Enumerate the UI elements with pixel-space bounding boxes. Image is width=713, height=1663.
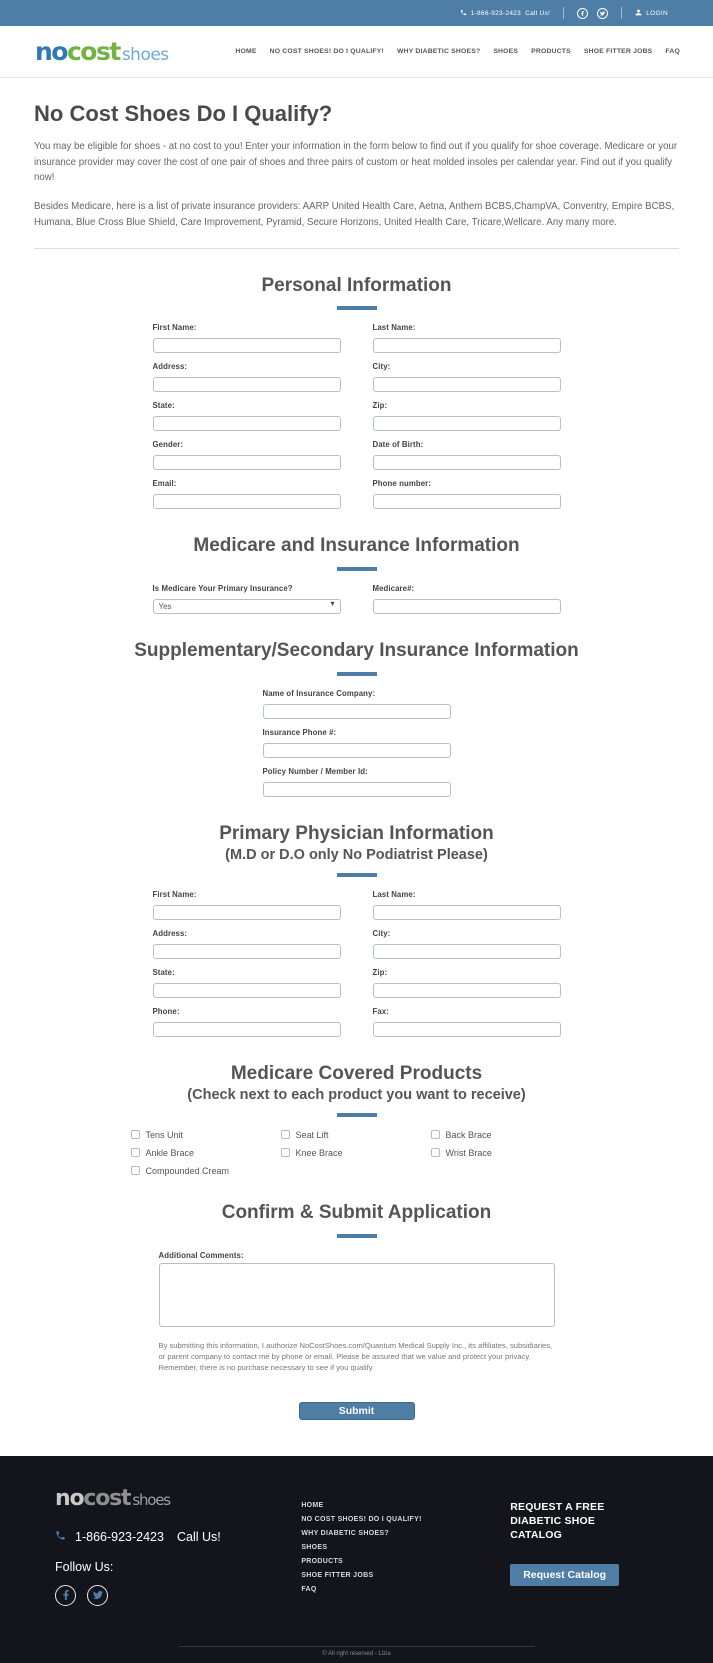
physician-first-name-input[interactable] [153,905,341,920]
site-header [0,26,713,78]
gender-input[interactable] [153,455,341,470]
last-name-input[interactable] [373,338,561,353]
footer-link-home[interactable]: HOME [301,1501,324,1509]
checkbox-tens-unit[interactable] [131,1130,281,1140]
field-first-name [153,323,341,353]
logo-part-shoes: shoes [121,45,169,65]
topbar-phone-number: 1-866-923-2423 [470,9,522,17]
checkbox-box[interactable] [431,1130,440,1139]
physician-info-subtitle: (M.D or D.O only No Podiatrist Please) [225,846,488,863]
zip-input[interactable] [373,416,561,431]
physician-info-title: Primary Physician Information [219,823,494,845]
checkbox-compounded-cream[interactable] [131,1166,281,1176]
footer-link-why-diabetic-shoes[interactable]: WHY DIABETIC SHOES? [301,1529,389,1537]
footer-catalog-column [510,1488,658,1606]
site-footer [0,1456,713,1663]
insurance-company-label: Name of Insurance Company: [262,689,376,699]
user-icon [635,9,642,18]
checkbox-label: Back Brace [445,1129,492,1140]
last-name-label: Last Name: [372,323,416,333]
logo-part-no: no [35,37,67,66]
phone-number-label: Phone number: [372,479,431,489]
gender-label: Gender: [152,440,184,450]
physician-state-input[interactable] [153,983,341,998]
logo-part-cost: cost [66,37,120,66]
phone-icon [460,9,467,18]
products-title: Medicare Covered Products [230,1062,483,1084]
footer-call-us: Call Us! [176,1529,221,1544]
section-underline [337,1113,377,1117]
physician-zip-label: Zip: [372,967,388,977]
physician-fax-label: Fax: [372,1006,389,1016]
field-phone-number [373,479,561,509]
physician-last-name-label: Last Name: [372,889,416,899]
state-label: State: [152,401,175,411]
medicare-info-title: Medicare and Insurance Information [193,535,520,557]
footer-link-shoes[interactable]: SHOES [301,1543,328,1551]
nav-item-do-i-qualify[interactable]: NO COST SHOES! DO I QUALIFY! [269,48,384,55]
physician-phone-input[interactable] [153,1022,341,1037]
footer-link-shoe-fitter-jobs[interactable]: SHOE FITTER JOBS [301,1571,374,1579]
checkbox-label: Compounded Cream [145,1165,230,1176]
first-name-label: First Name: [152,323,197,333]
first-name-input[interactable] [153,338,341,353]
policy-number-label: Policy Number / Member Id: [262,767,368,777]
topbar-divider [563,7,564,19]
submit-button[interactable]: Submit [299,1402,415,1420]
field-physician-city [373,929,561,959]
follow-us-label: Follow Us: [55,1559,114,1574]
phone-icon [55,1530,66,1544]
topbar [0,0,713,26]
supplementary-info-title: Supplementary/Secondary Insurance Information [134,640,579,662]
intro-paragraph-2: Besides Medicare, here is a list of private insurance providers: AARP United Health Care, Aetna, Anthem BCBS,ChampVA, Conventry, Empire BCBS, Humana, Blue Cross Blue Shield, Care Improvement, Pyramid, Secure Horizons, United Health Care, Tricare,Wellcare. Any many more. [34,201,675,228]
footer-link-faq[interactable]: FAQ [301,1585,317,1593]
footer-logo-part-cost: cost [83,1485,131,1511]
phone-number-input[interactable] [373,494,561,509]
field-state [153,401,341,431]
facebook-icon[interactable] [577,8,588,19]
facebook-icon[interactable] [55,1585,76,1606]
field-physician-last-name [373,890,561,920]
medicare-primary-select[interactable] [153,599,341,614]
insurance-company-input[interactable] [263,704,451,719]
field-physician-address [153,929,341,959]
field-insurance-phone [263,728,451,758]
checkbox-label: Knee Brace [295,1147,343,1158]
main-content [34,101,679,1420]
physician-info-form [153,890,561,1037]
medicare-info-form [153,584,561,614]
section-underline [337,306,377,310]
physician-first-name-label: First Name: [152,889,197,899]
footer-logo[interactable] [55,1485,301,1511]
nav-item-products[interactable]: PRODUCTS [531,48,571,55]
field-address [153,362,341,392]
nav-item-faq[interactable]: FAQ [665,48,680,55]
nav-item-home[interactable]: HOME [235,48,257,55]
products-checkbox-grid [131,1130,583,1176]
personal-info-form [153,323,561,509]
checkbox-label: Ankle Brace [145,1147,195,1158]
nav-item-shoes[interactable]: SHOES [493,48,519,55]
additional-comments-label: Additional Comments: [158,1250,244,1260]
intro-paragraph-1: You may be eligible for shoes - at no cost to you! Enter your information in the form below to find out if you qualify for shoe coverage. Medicare or your insurance provider may cover the cost of one pair of shoes and three pairs of custom or heat molded insoles per calendar year. Find out if you qualify now! [34,141,678,184]
checkbox-knee-brace[interactable] [281,1148,431,1158]
checkbox-label: Tens Unit [145,1129,184,1140]
medicare-primary-label: Is Medicare Your Primary Insurance? [152,584,293,594]
comments-section [159,1251,555,1332]
footer-logo-part-shoes: shoes [132,1490,170,1509]
footer-left-column [55,1485,301,1606]
topbar-divider [621,7,622,19]
request-catalog-button[interactable]: Request Catalog [510,1564,619,1586]
supplementary-info-form [263,689,451,797]
physician-address-input[interactable] [153,944,341,959]
topbar-call-us: Call Us! [525,9,551,17]
footer-links [301,1502,510,1593]
field-email [153,479,341,509]
checkbox-box[interactable] [281,1130,290,1139]
checkbox-seat-lift[interactable] [281,1130,431,1140]
disclaimer-text: By submitting this information, I authorize NoCostShoes.com/Quantum Medical Supply Inc., its affiliates, subsidiaries, or parent company to contact me by phone or email. Please be assured that we value and protect your privacy. Remember, there is no purchase necessary to see if you qualify. [158,1340,553,1373]
field-last-name [373,323,561,353]
footer-logo-part-no: no [55,1485,84,1511]
insurance-phone-label: Insurance Phone #: [262,728,337,738]
physician-state-label: State: [152,967,175,977]
submit-row [34,1401,679,1420]
checkbox-box[interactable] [131,1148,140,1157]
field-gender [153,440,341,470]
city-input[interactable] [373,377,561,392]
section-underline [337,672,377,676]
intro-divider [34,248,679,249]
nav-item-shoe-fitter-jobs[interactable]: SHOE FITTER JOBS [583,48,653,55]
physician-city-input[interactable] [373,944,561,959]
zip-label: Zip: [372,401,388,411]
physician-address-label: Address: [152,928,188,938]
topbar-phone-link[interactable] [460,9,551,18]
footer-phone-link[interactable] [55,1530,301,1544]
field-physician-fax [373,1007,561,1037]
main-nav [235,48,680,55]
footer-phone-number: 1-866-923-2423 [75,1529,164,1544]
address-input[interactable] [153,377,341,392]
field-medicare-number [373,584,561,614]
checkbox-label: Seat Lift [295,1129,329,1140]
checkbox-box[interactable] [431,1148,440,1157]
confirm-title: Confirm & Submit Application [221,1201,492,1223]
field-physician-state [153,968,341,998]
checkbox-label: Wrist Brace [445,1147,492,1158]
checkbox-back-brace[interactable] [431,1130,583,1140]
section-underline [337,567,377,571]
site-logo[interactable] [35,39,169,64]
field-physician-zip [373,968,561,998]
date-of-birth-label: Date of Birth: [372,440,424,450]
city-label: City: [372,362,391,372]
personal-info-title: Personal Information [261,274,452,296]
footer-links-column [301,1488,510,1606]
footer-copyright: © All right reserved - Lizia [179,1646,535,1657]
state-input[interactable] [153,416,341,431]
checkbox-box[interactable] [281,1148,290,1157]
twitter-icon[interactable] [597,8,608,19]
date-of-birth-input[interactable] [373,455,561,470]
field-physician-phone [153,1007,341,1037]
field-physician-first-name [153,890,341,920]
field-policy-number [263,767,451,797]
field-insurance-company [263,689,451,719]
nav-item-why-diabetic-shoes[interactable]: WHY DIABETIC SHOES? [396,48,481,55]
footer-social-icons [55,1585,301,1606]
footer-link-products[interactable]: PRODUCTS [301,1557,344,1565]
products-subtitle: (Check next to each product you want to receive) [187,1086,526,1103]
physician-zip-input[interactable] [373,983,561,998]
checkbox-wrist-brace[interactable] [431,1148,583,1158]
physician-last-name-input[interactable] [373,905,561,920]
field-date-of-birth [373,440,561,470]
insurance-phone-input[interactable] [263,743,451,758]
login-link[interactable] [635,9,668,18]
login-label: LOGIN [646,9,668,17]
medicare-number-label: Medicare#: [372,584,415,594]
address-label: Address: [152,362,188,372]
email-label: Email: [152,479,177,489]
catalog-heading: REQUEST A FREE DIABETIC SHOE CATALOG [510,1500,605,1542]
physician-phone-label: Phone: [152,1006,180,1016]
medicare-primary-select-wrap [153,596,341,614]
section-underline [337,873,377,877]
physician-fax-input[interactable] [373,1022,561,1037]
additional-comments-textarea[interactable] [159,1263,555,1327]
medicare-number-input[interactable] [373,599,561,614]
physician-city-label: City: [372,928,391,938]
field-city [373,362,561,392]
field-medicare-primary [153,584,341,614]
policy-number-input[interactable] [263,782,451,797]
footer-link-do-i-qualify[interactable]: NO COST SHOES! DO I QUALIFY! [301,1515,422,1523]
twitter-icon[interactable] [87,1585,108,1606]
checkbox-ankle-brace[interactable] [131,1148,281,1158]
checkbox-box[interactable] [131,1166,140,1175]
page-title: No Cost Shoes Do I Qualify? [34,101,333,126]
field-zip [373,401,561,431]
email-input[interactable] [153,494,341,509]
checkbox-box[interactable] [131,1130,140,1139]
section-underline [337,1234,377,1238]
